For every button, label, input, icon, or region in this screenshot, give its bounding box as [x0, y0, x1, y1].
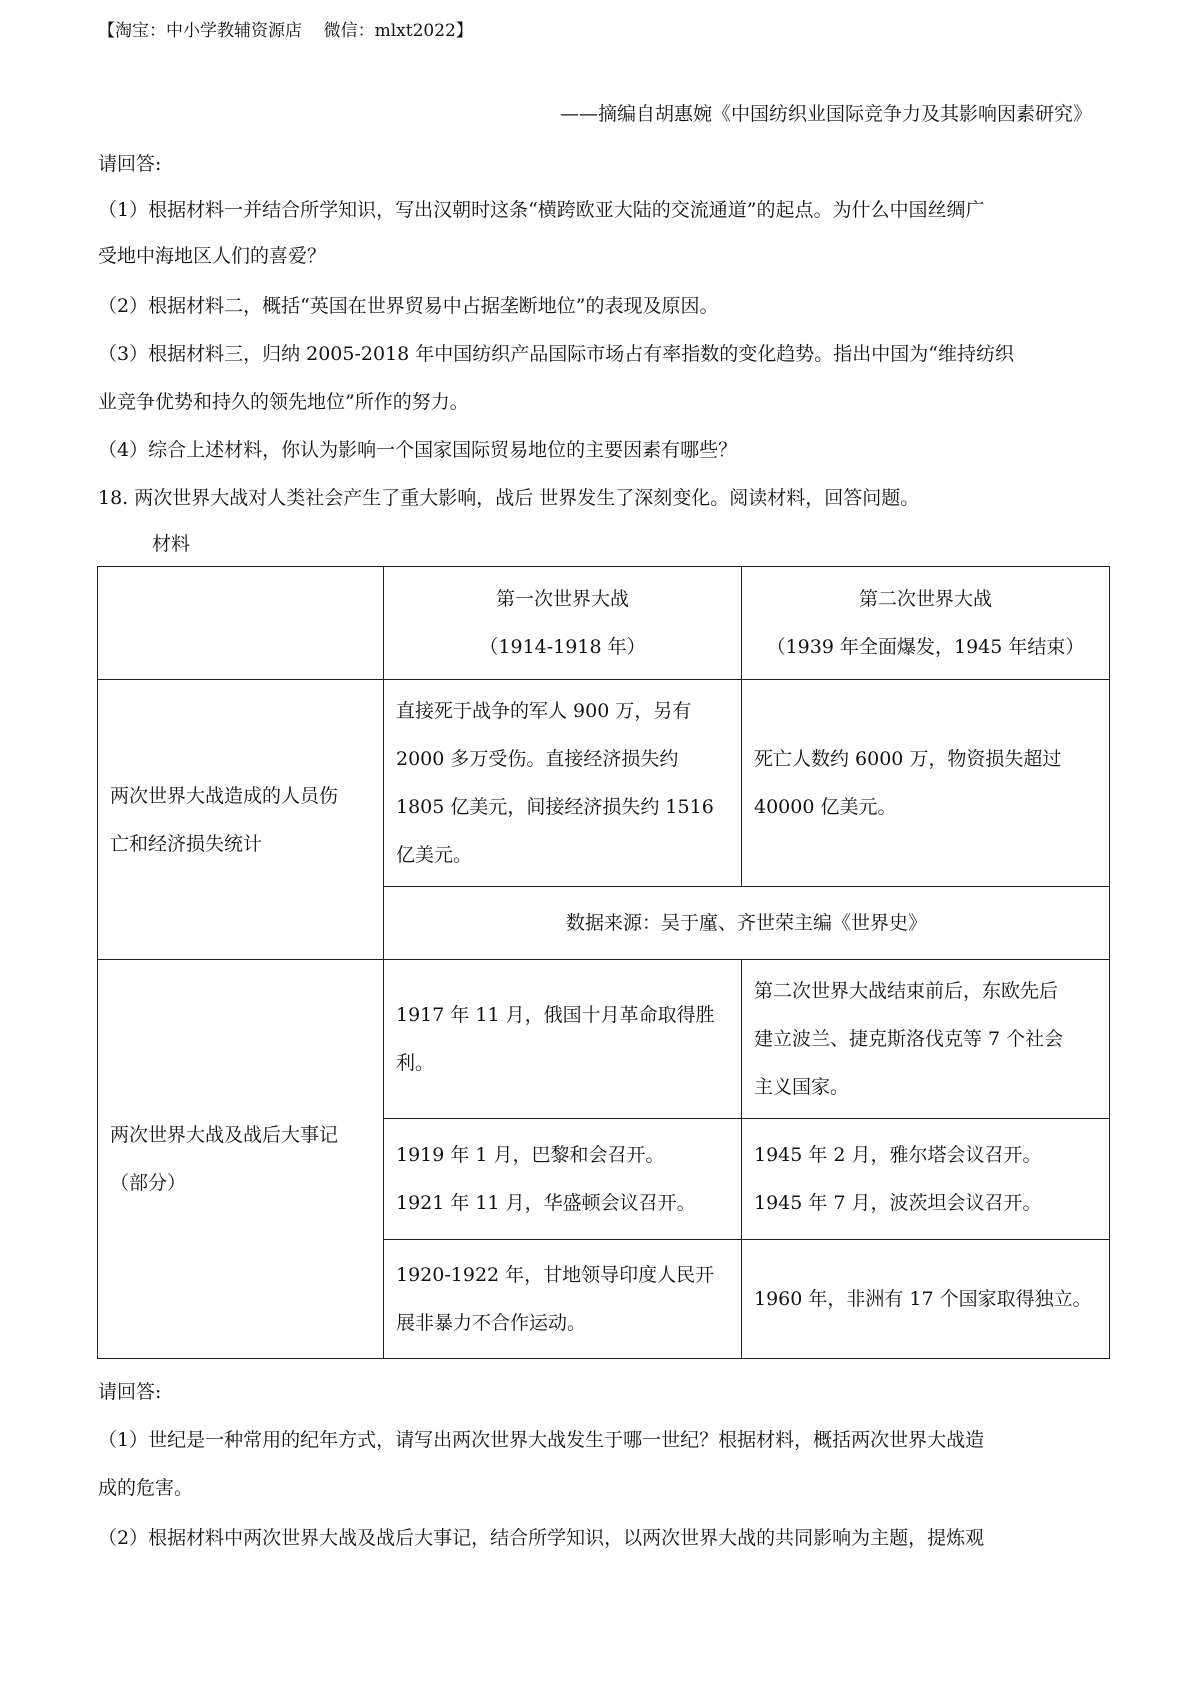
- ww1-event-2-cell: [384, 1119, 742, 1240]
- loss-label-line-2: 亡和经济损失统计: [110, 832, 263, 855]
- events-label-line-2: （部分）: [110, 1172, 187, 1194]
- ww1-loss-line-1: 直接死于战争的军人 900 万，另有: [396, 700, 692, 722]
- ww1-event-1-line-2: 利。: [396, 1052, 435, 1074]
- ww2-loss-line-1: 死亡人数约 6000 万，物资损失超过: [754, 748, 1062, 770]
- ww2-event-1-line-2: 建立波兰、捷克斯洛伐克等 7 个社会: [754, 1028, 1064, 1050]
- ww1-event-2-line-1: 1919 年 1 月，巴黎和会召开。: [396, 1144, 665, 1166]
- ww2-loss-line-2: 40000 亿美元。: [754, 796, 897, 818]
- ww2-event-2-line-1: 1945 年 2 月，雅尔塔会议召开。: [754, 1144, 1042, 1166]
- ww1-years: （1914-1918 年）: [479, 636, 646, 658]
- ww1-title: 第一次世界大战: [495, 588, 629, 610]
- ww2-event-3-line-1: 1960 年，非洲有 17 个国家取得独立。: [754, 1288, 1092, 1310]
- loss-row-label-cell: [98, 680, 384, 960]
- q18-item-2-line-1: （2）根据材料中两次世界大战及战后大事记，结合所学知识，以两次世界大战的共同影响为主题，提炼观: [98, 1527, 985, 1549]
- ww1-event-3-cell: [384, 1240, 742, 1359]
- events-row-label-cell: [98, 960, 384, 1359]
- material-label: 材料: [152, 533, 191, 555]
- q18-intro: 18. 两次世界大战对人类社会产生了重大影响，战后 世界发生了深刻变化。阅读材料，回答问题。: [98, 487, 920, 509]
- data-source-cell: 数据来源：吴于廑、齐世荣主编《世界史》: [384, 887, 1110, 960]
- q17-item-3-line-2: 业竞争优势和持久的领先地位”所作的努力。: [98, 391, 469, 413]
- ww1-event-1-cell: [384, 960, 742, 1119]
- loss-row: [98, 680, 1110, 887]
- ww1-event-2-line-2: 1921 年 11 月，华盛顿会议召开。: [396, 1192, 696, 1214]
- q17-prompt: 请回答:: [98, 153, 162, 175]
- ww2-event-1-line-1: 第二次世界大战结束前后，东欧先后: [754, 980, 1059, 1002]
- empty-corner-cell: [98, 567, 384, 680]
- q17-item-1-line-2: 受地中海地区人们的喜爱？: [98, 245, 327, 267]
- q18-item-1-line-2: 成的危害。: [98, 1477, 194, 1499]
- watermark-header: 【淘宝：中小学教辅资源店 微信：mlxt2022】: [98, 21, 473, 41]
- ww2-event-1-line-3: 主义国家。: [754, 1076, 850, 1098]
- ww2-header-cell: [742, 567, 1110, 680]
- table-header-row: [98, 567, 1110, 680]
- ww2-event-2-line-2: 1945 年 7 月，波茨坦会议召开。: [754, 1192, 1042, 1214]
- ww1-loss-line-2: 2000 多万受伤。直接经济损失约: [396, 748, 679, 770]
- ww1-loss-cell: [384, 680, 742, 887]
- q18-prompt: 请回答:: [98, 1381, 162, 1403]
- events-label-line-1: 两次世界大战及战后大事记: [110, 1124, 339, 1146]
- q17-item-4: （4）综合上述材料，你认为影响一个国家国际贸易地位的主要因素有哪些？: [98, 439, 738, 461]
- q17-item-2: （2）根据材料二，概括“英国在世界贸易中占据垄断地位”的表现及原因。: [98, 295, 719, 317]
- ww1-loss-line-4: 亿美元。: [396, 844, 473, 866]
- ww1-event-3-line-1: 1920-1922 年，甘地领导印度人民开: [396, 1264, 715, 1286]
- ww2-loss-cell: [742, 680, 1110, 887]
- q17-item-1-line-1: （1）根据材料一并结合所学知识，写出汉朝时这条“横跨欧亚大陆的交流通道”的起点。为什么中国丝绸广: [98, 199, 985, 221]
- ww1-header-cell: [384, 567, 742, 680]
- materials-table: [97, 566, 1110, 1359]
- ww2-event-1-cell: [742, 960, 1110, 1119]
- ww1-event-1-line-1: 1917 年 11 月，俄国十月革命取得胜: [396, 1004, 715, 1026]
- ww1-loss-line-3: 1805 亿美元，间接经济损失约 1516: [396, 796, 714, 818]
- source-citation: ——摘编自胡惠婉《中国纺织业国际竞争力及其影响因素研究》: [559, 103, 1092, 125]
- ww2-event-3-cell: [742, 1240, 1110, 1359]
- events-row-1: [98, 960, 1110, 1119]
- ww1-event-3-line-2: 展非暴力不合作运动。: [396, 1312, 587, 1334]
- q17-item-3-line-1: （3）根据材料三，归纳 2005-2018 年中国纺织产品国际市场占有率指数的变化趋势。指出中国为“维持纺织: [98, 343, 1015, 365]
- ww2-years: （1939 年全面爆发，1945 年结束）: [766, 636, 1085, 658]
- ww2-event-2-cell: [742, 1119, 1110, 1240]
- q18-item-1-line-1: （1）世纪是一种常用的纪年方式，请写出两次世界大战发生于哪一世纪？根据材料，概括两次世界大战造: [98, 1429, 985, 1451]
- loss-label-line-1: 两次世界大战造成的人员伤: [110, 784, 339, 807]
- ww2-title: 第二次世界大战: [858, 588, 992, 610]
